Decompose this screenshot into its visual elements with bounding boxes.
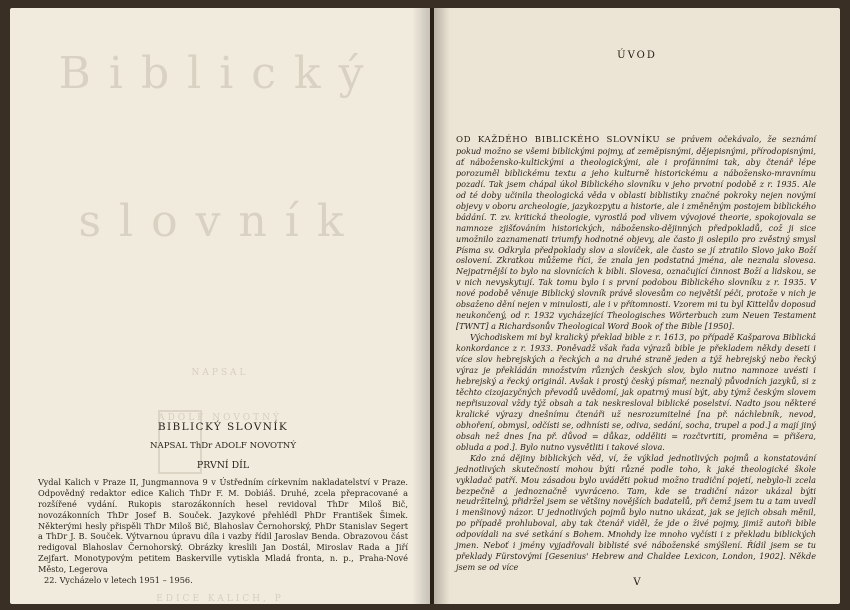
- book-author: NAPSAL ThDr ADOLF NOVOTNÝ: [149, 440, 297, 451]
- section-header: ÚVOD: [617, 50, 657, 61]
- show-through-author: ADOLF NOVOTNÝ: [158, 413, 282, 423]
- book-part: PRVNÍ DÍL: [196, 459, 250, 471]
- title-block: [38, 422, 408, 585]
- gutter-shadow-left: [412, 8, 430, 604]
- gutter-shadow-right: [434, 8, 450, 604]
- left-page: [10, 8, 430, 604]
- page-number: V: [633, 577, 641, 588]
- paragraph-3: Kdo zná dějiny biblických věd, ví, že výklad jednotlivých pojmů a konstatování jednotlivých skutečností mohou býti různé podle toho, k jaké theologické škole vykladač patří. Mou zásadou bylo uváděti pokud možno tradiční pojetí, nebylo-li zcela bezpečně a jednoznačně vyvráceno. Tam, kde se tradiční názor ukázal býti neudržitelný, přidržel jsem se většiny novějších badatelů, při čemž jsem tu a tam uvedl i menšinový názor. U jednotlivých pojmů bylo nutno ukázat, jak se jejich obsah měnil, po případě prohluboval, aby tak čtenář viděl, že jde o živé pojmy, jimiž autoři bible odpovídali na své setkání s Bohem. Mnohdy lze mnoho vyčísti i z překladu biblických jmen. Neboť i jmény vyjadřovali biblisté své náboženské smýšlení. Řídil jsem se tu překlady Fürstovými [Gesenius' Hebrew and Chaldee Lexicon, London, 1902]. Někde jsem se od více: [456, 452, 816, 573]
- show-through-title-line-2: slovník: [78, 196, 362, 247]
- book-title: BIBLICKÝ SLOVNÍK: [157, 421, 289, 433]
- book-spread: [10, 8, 840, 604]
- lead-caps: OD KAŽDÉHO BIBLICKÉHO SLOVNÍKU: [456, 135, 661, 145]
- show-through-title-line-1: Biblický: [58, 48, 382, 99]
- paragraph-1: [456, 134, 816, 332]
- intro-body: [456, 134, 816, 573]
- paragraph-1-text: se právem očekávalo, že seznámí pokud možno se všemi biblickými pojmy, ať zeměpisnými, dějepisnými, přírodopisnými, ať nábožensko-kultickými a theologickými, ale i profánními tak, aby čtenář lépe porozuměl biblickému textu a jeho kulturně historickému a nábožensko-mravnímu pozadí. Tak jsem chápal úkol Biblického slovníku v jeho prvotní podobě z r. 1935. Ale od té doby učinila theologická věda v oblasti biblistiky značné pokroky nejen novými objevy v oboru archeologie, jazykozpytu a historie, ale i změněným postojem biblického bádání. T. zv. kritická theologie, vyrostlá pod vlivem vývojové theorie, spokojovala se namnoze zjišťováním historických, nábožensko-dějinných předpokladů, což ji sice umožnilo zaznamenati triumfy hodnotné objevy, ale často ji oslepilo pro zvěstný smysl Písma sv. Odkryla předpoklady slov a slovíček, ale často se jí ztratilo Slovo jako Boží oslovení. Zkratkou můžeme říci, že znala jen podstatná jména, ale neznala slovesa. Nejpatrnější to bylo na slovnících k bibli. Slovesa, označující činnost Boží a lidskou, se v nich nevyskytují. Tak tomu bylo i s první podobou Biblického slovníku z r. 1935. V nové podobě věnuje Biblický slovník právě slovesům co největší péči, protože v nich je obsaženo dění nejen v minulosti, ale i v přítomnosti. Vzorem mi tu byl Kittelův doposud neukončený, od r. 1932 vycházející Theologisches Wörterbuch zum Neuen Testament [TWNT] a Richardsonův Theological Word Book of the Bible [1950].: [456, 134, 816, 332]
- paragraph-2: Východiskem mi byl kralický překlad bible z r. 1613, po případě Kašparova Biblická konkordance z r. 1933. Poněvadž však řada výrazů bible je překladem někdy deseti i více slov hebrejských a řeckých a na druhé straně jeden a týž hebrejský nebo řecký výraz je překládán množstvím různých českých slov, bylo nutno namnoze uvésti i hebrejský a řecký originál. Avšak i prostý český písmař, neznalý původních jazyků, si z těchto cizojazyčných převodů uvědomí, jak opatrný musí být, aby týmž českým slovem nepřisuzoval vždy týž obsah a tak neskresloval biblické poselství. Nadto jsou některé kralické výrazy dnešnímu čtenáři už nesrozumitelné [na př. náchlebník, nevod, obhoření, obmysl, odčísti se, odhnísti se, odiva, sedání, socha, trupel a pod.] a mají jiný obsah než dnes [na př. důvod = důkaz, odděliti = rozčtvrtiti, proměna = přišera, obluda a pod.]. Bylo nutno vysvětliti i takové slova.: [456, 332, 816, 452]
- show-through-publisher: EDICE KALICH, P: [156, 594, 284, 604]
- imprint-text: Vydal Kalich v Praze II, Jungmannova 9 v Ústředním církevním nakladatelství v Praze. Odpovědný redaktor edice Kalich ThDr F. M. Dobiáš. Druhé, zcela přepracované a rozšířené vydání. Rukopis starozákonních hesel revidoval ThDr Miloš Bič, novozákonních ThDr Josef B. Souček. Jazykové přehlédl PhDr František Šimek. Některými hesly přispěli ThDr Miloš Bič, Blahoslav Černohorský, PhDr Stanislav Segert a ThDr J. B. Souček. Výtvarnou úpravu díla i vazby řídil Jaroslav Benda. Obrazovou část redigoval Blahoslav Černohorský. Obrázky kreslili Jan Dostál, Miroslav Rada a Jiří Zejfart. Monotypovým petitem Baskerville vytiskla Mladá fronta, n. p., Praha-Nové Město, Legerova: [38, 477, 408, 574]
- imprint-date: 22. Vycházelo v letech 1951 – 1956.: [44, 574, 193, 585]
- show-through-napsal: NAPSAL: [191, 368, 249, 378]
- right-page: [434, 8, 840, 604]
